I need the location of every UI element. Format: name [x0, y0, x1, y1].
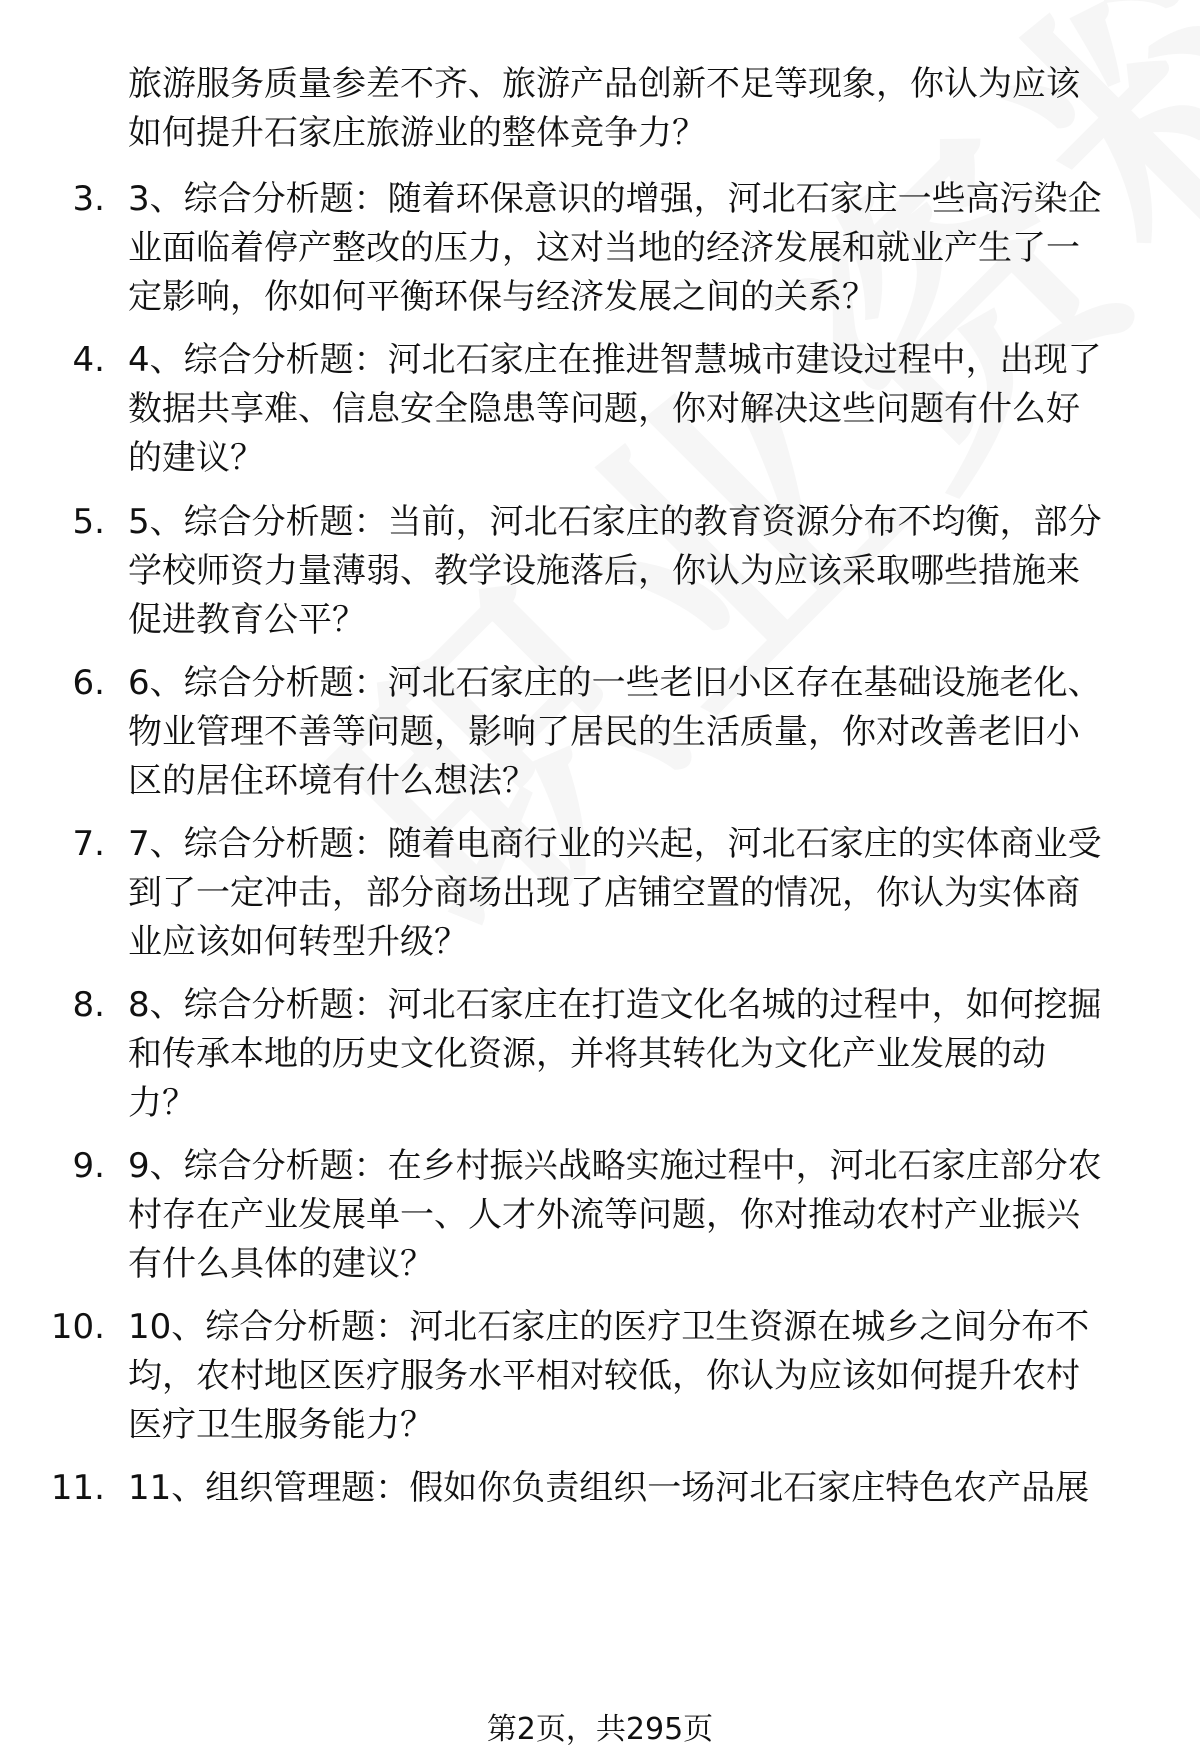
text-line: 业面临着停产整改的压力，这对当地的经济发展和就业产生了一: [128, 228, 1080, 268]
page-footer: 第2页，共295页: [486, 1712, 714, 1747]
text-line: 定影响，你如何平衡环保与经济发展之间的关系？: [128, 277, 876, 317]
question-text: [128, 1303, 1168, 1450]
question-number: 11.: [50, 1468, 105, 1508]
text-line: 11、组织管理题：假如你负责组织一场河北石家庄特色农产品展: [128, 1468, 1090, 1508]
text-line: 和传承本地的历史文化资源，并将其转化为文化产业发展的动: [128, 1034, 1046, 1074]
question-number: 5.: [72, 502, 105, 542]
text-line: 10、综合分析题：河北石家庄的医疗卫生资源在城乡之间分布不: [128, 1307, 1090, 1347]
text-line: 数据共享难、信息安全隐患等问题，你对解决这些问题有什么好: [128, 389, 1080, 429]
question-number: 6.: [72, 663, 105, 703]
question-2-continuation: [128, 60, 1168, 158]
text-line: 9、综合分析题：在乡村振兴战略实施过程中，河北石家庄部分农: [128, 1146, 1102, 1186]
text-line: 旅游服务质量参差不齐、旅游产品创新不足等现象，你认为应该: [128, 64, 1080, 104]
text-line: 区的居住环境有什么想法？: [128, 761, 536, 801]
question-text: [128, 336, 1168, 483]
text-line: 村存在产业发展单一、人才外流等问题，你对推动农村产业振兴: [128, 1195, 1080, 1235]
question-text: [128, 820, 1168, 967]
question-number: 3.: [72, 179, 105, 219]
question-text: [128, 659, 1168, 806]
question-number: 8.: [72, 985, 105, 1025]
question-number: 7.: [72, 824, 105, 864]
text-line: 促进教育公平？: [128, 600, 366, 640]
text-line: 5、综合分析题：当前，河北石家庄的教育资源分布不均衡，部分: [128, 502, 1102, 542]
text-line: 6、综合分析题：河北石家庄的一些老旧小区存在基础设施老化、: [128, 663, 1102, 703]
question-number: 4.: [72, 340, 105, 380]
text-line: 医疗卫生服务能力？: [128, 1405, 434, 1445]
question-text: [128, 1142, 1168, 1289]
text-line: 的建议？: [128, 438, 264, 478]
text-line: 均，农村地区医疗服务水平相对较低，你认为应该如何提升农村: [128, 1356, 1080, 1396]
text-line: 学校师资力量薄弱、教学设施落后，你认为应该采取哪些措施来: [128, 551, 1080, 591]
text-line: 3、综合分析题：随着环保意识的增强，河北石家庄一些高污染企: [128, 179, 1102, 219]
text-line: 物业管理不善等问题，影响了居民的生活质量，你对改善老旧小: [128, 712, 1080, 752]
question-number: 9.: [72, 1146, 105, 1186]
question-text: [128, 175, 1168, 322]
question-text: [128, 1464, 1168, 1513]
text-line: 业应该如何转型升级？: [128, 922, 468, 962]
question-text: [128, 981, 1168, 1128]
text-line: 如何提升石家庄旅游业的整体竞争力？: [128, 113, 706, 153]
question-text: [128, 498, 1168, 645]
text-line: 有什么具体的建议？: [128, 1244, 434, 1284]
text-line: 7、综合分析题：随着电商行业的兴起，河北石家庄的实体商业受: [128, 824, 1102, 864]
question-number: 10.: [50, 1307, 105, 1347]
text-line: 力？: [128, 1083, 196, 1123]
text-line: 8、综合分析题：河北石家庄在打造文化名城的过程中，如何挖掘: [128, 985, 1102, 1025]
text-line: 到了一定冲击，部分商场出现了店铺空置的情况，你认为实体商: [128, 873, 1080, 913]
text-line: 4、综合分析题：河北石家庄在推进智慧城市建设过程中，出现了: [128, 340, 1102, 380]
